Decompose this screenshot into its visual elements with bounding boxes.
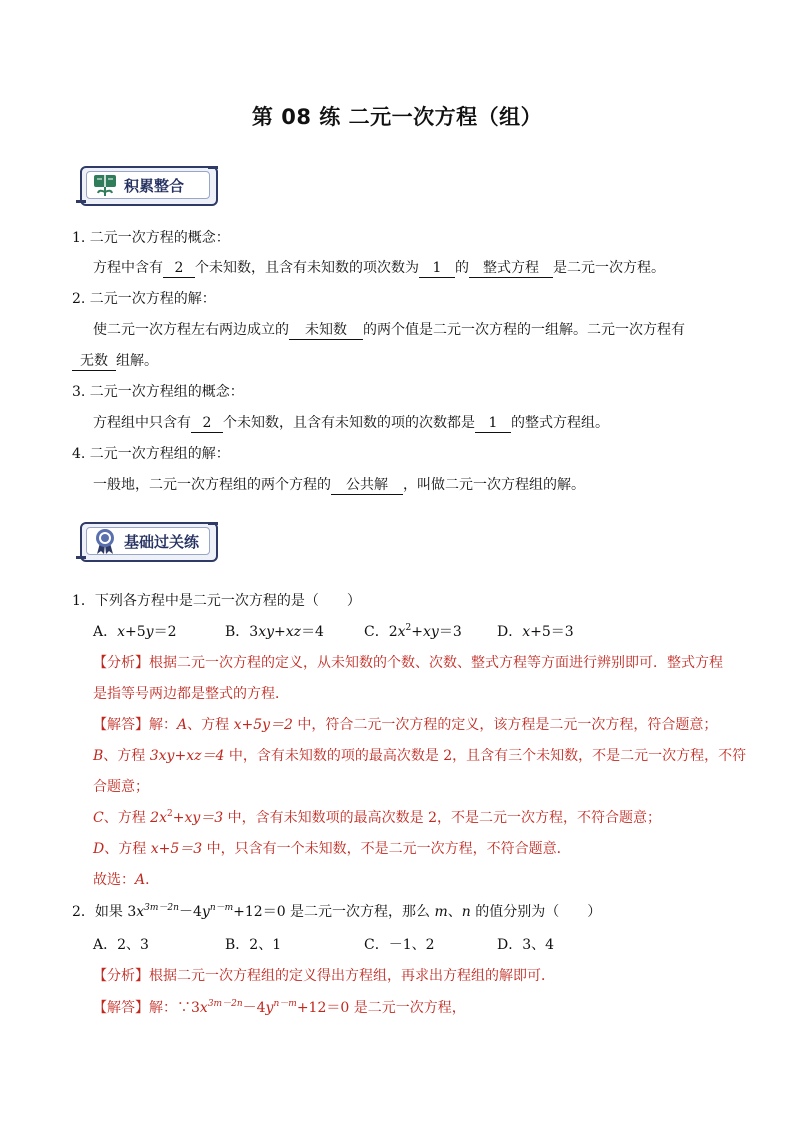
blank-answer: 2 <box>163 259 195 278</box>
q1-option-d: D．x+5＝3 <box>497 624 574 640</box>
concept-4-heading: 4. 二元一次方程组的解： <box>72 446 230 462</box>
concept-2-body: 使二元一次方程左右两边成立的 未知数 的两个值是二元一次方程的一组解。二元一次方程有 <box>93 322 685 338</box>
q1-answer-b: B、方程 3xy+xz＝4 中，含有未知数的项的最高次数是 2，且含有三个未知数，不是二元一次方程，不符 <box>93 748 747 764</box>
q2-stem: 2．如果 $3x^{3m-2n}-4y^{n-m}+12=0$ 是二元一次方程，那么 m、n 的值分别为（ ） <box>72 903 602 920</box>
section-badge-accumulate <box>72 160 222 210</box>
blank-answer: 1 <box>419 259 455 278</box>
q1-answer-c: C、方程 $2x^2+xy=3$ 中，含有未知数项的最高次数是 2，不是二元一次方程，不符合题意； <box>93 809 661 826</box>
concept-4-body: 一般地，二元一次方程组的两个方程的 公共解 ，叫做二元一次方程组的解。 <box>93 477 585 493</box>
q1-stem: 1．下列各方程中是二元一次方程的是（ ） <box>72 593 361 609</box>
q1-answer-a: 【解答】解：A、方程 x+5y＝2 中，符合二元一次方程的定义，该方程是二元一次方程，符合题意； <box>93 717 718 733</box>
q1-option-c: C．$2x^2+xy=3$ <box>364 623 462 640</box>
q1-final-choice: 故选：A． <box>93 872 160 888</box>
q1-option-a: A．x+5y＝2 <box>93 624 177 640</box>
medal-icon <box>90 526 120 556</box>
section-label: 基础过关练 <box>124 533 200 551</box>
blank-answer: 整式方程 <box>469 259 553 278</box>
concept-1-body: 方程中含有 2 个未知数，且含有未知数的项次数为 1 的 整式方程 是二元一次方程。 <box>93 260 665 276</box>
blank-answer: 2 <box>191 414 223 433</box>
q1-answer-b-cont: 合题意； <box>93 779 149 795</box>
q2-option-b: B．2、1 <box>225 937 282 953</box>
q1-option-b: B．3xy+xz＝4 <box>225 624 324 640</box>
q1-analysis: 【分析】根据二元一次方程的定义，从未知数的个数、次数、整式方程等方面进行辨别即可．整式方程 <box>93 655 723 671</box>
q2-option-d: D．3、4 <box>497 937 555 953</box>
blank-answer: 1 <box>475 414 511 433</box>
q2-option-c: C．－1、2 <box>364 937 435 953</box>
blank-answer: 无数 <box>72 352 116 371</box>
concept-2-heading: 2. 二元一次方程的解： <box>72 291 216 307</box>
blank-answer: 公共解 <box>331 476 403 495</box>
q2-option-a: A．2、3 <box>93 937 149 953</box>
concept-1-heading: 1. 二元一次方程的概念： <box>72 230 230 246</box>
q2-analysis: 【分析】根据二元一次方程组的定义得出方程组，再求出方程组的解即可． <box>93 968 555 984</box>
concept-2-body-cont: 无数 组解。 <box>72 351 158 371</box>
blank-answer: 未知数 <box>289 321 363 340</box>
q1-analysis-cont: 是指等号两边都是整式的方程． <box>93 686 289 702</box>
section-badge-basic <box>72 516 222 566</box>
concept-3-body: 方程组中只含有 2 个未知数，且含有未知数的项的次数都是 1 的整式方程组。 <box>93 415 609 431</box>
concept-3-heading: 3. 二元一次方程组的概念： <box>72 384 244 400</box>
q2-answer: 【解答】解：$\because 3x^{3m-2n}-4y^{n-m}+12=0$ 是二元一次方程， <box>93 999 466 1016</box>
book-plant-icon <box>90 170 120 200</box>
page-title: 第 08 练 二元一次方程（组） <box>251 105 543 129</box>
q1-answer-d: D、方程 x+5＝3 中，只含有一个未知数，不是二元一次方程，不符合题意． <box>93 841 571 857</box>
section-label: 积累整合 <box>124 177 185 195</box>
